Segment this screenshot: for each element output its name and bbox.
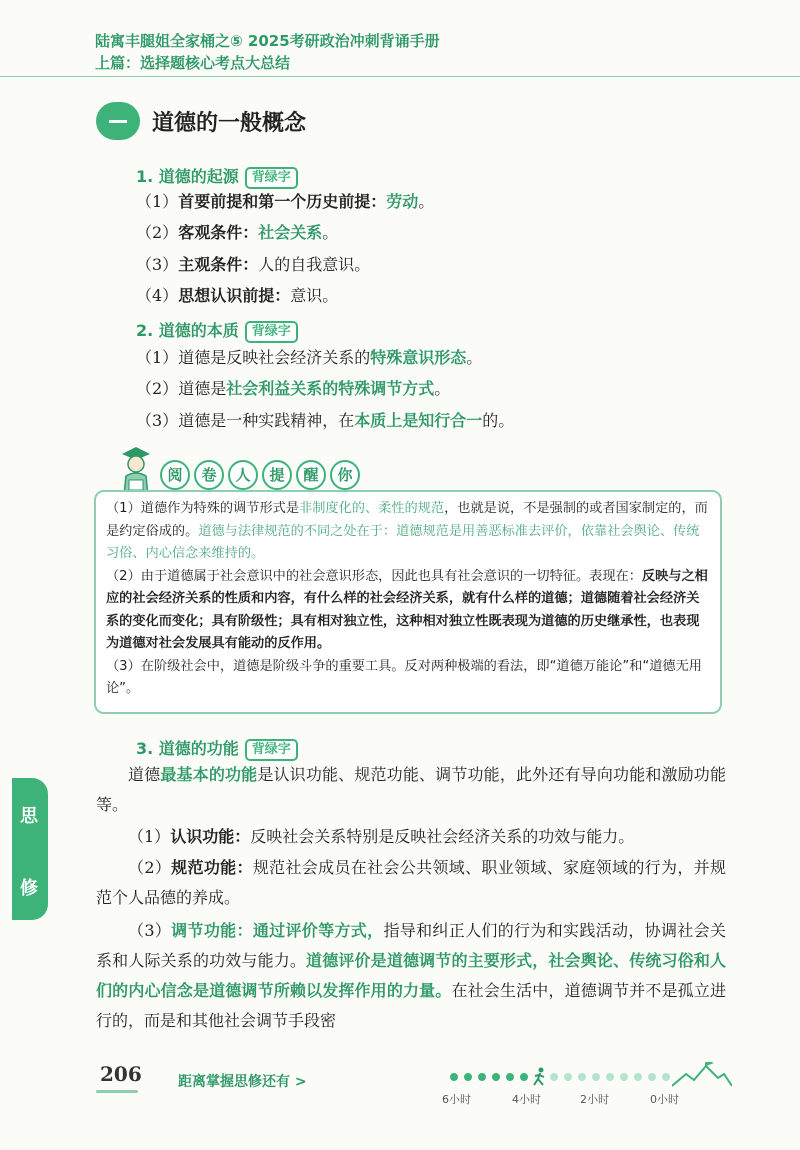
reminder-paragraph: （3）在阶级社会中，道德是阶级斗争的重要工具。反对两种极端的看法，即“道德万能论”和“道德无用论”。: [106, 658, 702, 696]
list-item: （1）道德是反映社会经济关系的特殊意识形态。: [136, 348, 483, 367]
progress-dot: [578, 1073, 586, 1081]
reminder-box: [94, 490, 722, 714]
tag-badge: 背绿字: [245, 739, 298, 761]
footer-progress-text: 距离掌握思修还有 >: [178, 1074, 307, 1090]
reminder-title-char: 卷: [194, 460, 224, 490]
list-item: （3）主观条件：人的自我意识。: [136, 255, 371, 274]
reminder-title-char: 提: [262, 460, 292, 490]
section-title: 道德的一般概念: [152, 111, 307, 136]
running-header: [95, 30, 440, 74]
reminder-paragraph: （2）由于道德属于社会意识中的社会意识形态，因此也具有社会意识的一切特征。表现在：反映与之相应的社会经济关系的性质和内容，有什么样的社会经济关系，就有什么样的道德；道德随着社会经济关系的变化而变化；具有阶级性；具有相对独立性，这种相对独立性既表现为道德的历史继承性，也表现为道德对社会发展具有能动的反作用。: [106, 568, 708, 651]
list-item: （4）思想认识前提：意识。: [136, 286, 339, 305]
header-part-title: 上篇：选择题核心考点大总结: [95, 54, 291, 72]
progress-dot: [648, 1073, 656, 1081]
function-item-regulatory: （3）调节功能：通过评价等方式，指导和纠正人们的行为和实践活动，协调社会关系和人际关系的功效与能力。道德评价是道德调节的主要形式，社会舆论、传统习俗和人们的内心信念是道德调节所赖以发挥作用的力量。在社会生活中，道德调节并不是孤立进行的，而是和其他社会调节手段密: [96, 921, 726, 1030]
progress-dot: [620, 1073, 628, 1081]
progress-dot: [492, 1073, 500, 1081]
chapter-side-tab: [12, 778, 48, 920]
function-intro: 道德最基本的功能是认识功能、规范功能、调节功能，此外还有导向功能和激励功能等。: [96, 765, 726, 814]
progress-dot: [564, 1073, 572, 1081]
progress-dot: [634, 1073, 642, 1081]
hour-label: 6小时: [442, 1093, 471, 1106]
hour-label: 0小时: [650, 1093, 679, 1106]
runner-icon: [532, 1067, 548, 1087]
hour-label: 2小时: [580, 1093, 609, 1106]
progress-dot: [464, 1073, 472, 1081]
reminder-title-char: 阅: [160, 460, 190, 490]
progress-dot: [520, 1073, 528, 1081]
reminder-paragraph: （1）道德作为特殊的调节形式是非制度化的、柔性的规范，也就是说，不是强制的或者国家制定的，而是约定俗成的。道德与法律规范的不同之处在于：道德规范是用善恶标准去评价，依靠社会舆论、传统习俗、内心信念来维持的。: [106, 501, 708, 561]
section-number-badge: [96, 102, 140, 140]
progress-dot: [478, 1073, 486, 1081]
reminder-title: [160, 460, 360, 490]
list-item: （2）道德是社会利益关系的特殊调节方式。: [136, 379, 451, 398]
progress-dot: [506, 1073, 514, 1081]
progress-dot: [592, 1073, 600, 1081]
header-book-title: 陆寓丰腿姐全家桶之⑤ 2025考研政治冲刺背诵手册: [95, 32, 440, 50]
tag-badge: 背绿字: [245, 167, 298, 189]
list-item: （3）道德是一种实践精神，在本质上是知行合一的。: [136, 411, 515, 430]
progress-dot: [662, 1073, 670, 1081]
function-item-cognitive: （1）认识功能：反映社会关系特别是反映社会经济关系的功效与能力。: [128, 827, 635, 846]
list-item: （1）首要前提和第一个历史前提：劳动。: [136, 192, 435, 211]
side-tab-char: 修: [20, 878, 38, 899]
reminder-title-char: 人: [228, 460, 258, 490]
progress-dot: [550, 1073, 558, 1081]
graduate-mascot-icon: [118, 444, 154, 496]
function-item-normative: （2）规范功能：规范社会成员在社会公共领域、职业领域、家庭领域的行为，并规范个人品德的养成。: [96, 858, 726, 907]
subheading-origin: 1. 道德的起源 背绿字: [136, 164, 298, 189]
reminder-title-char: 醒: [296, 460, 326, 490]
subheading-function: 3. 道德的功能 背绿字: [136, 736, 298, 761]
page-number-underline: [96, 1090, 138, 1093]
progress-dot: [450, 1073, 458, 1081]
tag-badge: 背绿字: [245, 321, 298, 343]
header-divider: [0, 76, 800, 77]
mountain-flag-icon: [672, 1062, 732, 1088]
list-item: （2）客观条件：社会关系。: [136, 223, 339, 242]
progress-dot: [606, 1073, 614, 1081]
side-tab-char: 思: [20, 806, 38, 827]
hour-label: 4小时: [512, 1093, 541, 1106]
subheading-essence: 2. 道德的本质 背绿字: [136, 318, 298, 343]
page-number: 206: [100, 1062, 142, 1086]
reminder-title-char: 你: [330, 460, 360, 490]
